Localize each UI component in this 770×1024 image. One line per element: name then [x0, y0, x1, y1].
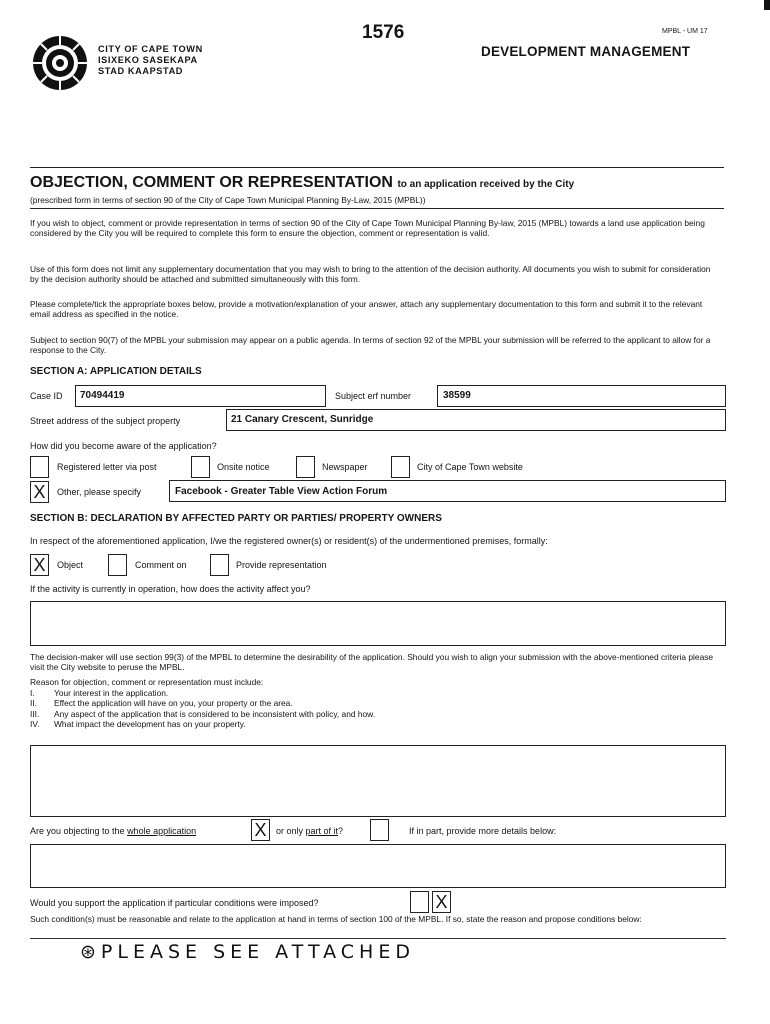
form-subtitle: (prescribed form in terms of section 90 of the City of Cape Town Municipal Planning By-Law, 2015 (MPBL)): [30, 195, 426, 205]
comment-on-checkbox[interactable]: [108, 554, 127, 576]
reason-answer-box[interactable]: [30, 745, 726, 817]
erf-value: 38599: [443, 390, 471, 401]
handwritten-note: ⊛PLEASE SEE ATTACHED: [80, 941, 415, 963]
conditions-text: Such condition(s) must be reasonable and relate to the application at hand in terms of section 100 of the MPBL. If so, state the reason and propose conditions below:: [30, 914, 642, 924]
address-field[interactable]: [226, 409, 726, 431]
part-checkbox[interactable]: [370, 819, 389, 841]
provide-representation-checkbox[interactable]: [210, 554, 229, 576]
org-name: [98, 44, 203, 77]
intro-para-2: Use of this form does not limit any supplementary documentation that you may wish to bring to the attention of the decision authority. All documents you wish to submit for consideration by the decision authority should be attached and submitted simultaneously with this form.: [30, 264, 711, 285]
provide-representation-label: Provide representation: [236, 560, 327, 570]
department-title: DEVELOPMENT MANAGEMENT: [481, 44, 691, 59]
whole-check-mark: X: [254, 820, 267, 840]
comment-on-label: Comment on: [135, 560, 187, 570]
in-part-text: If in part, provide more details below:: [409, 826, 557, 836]
part-details-box[interactable]: [30, 844, 726, 888]
city-logo: [30, 33, 90, 93]
address-value: 21 Canary Crescent, Sunridge: [231, 414, 374, 425]
form-title: [30, 174, 574, 192]
form-title-suffix: to an application received by the City: [397, 179, 575, 190]
form-code: MPBL - UM 17: [662, 28, 708, 35]
list-item: II. Effect the application will have on you, your property or the area.: [30, 698, 293, 709]
form-title-main: OBJECTION, COMMENT OR REPRESENTATION: [30, 174, 393, 191]
intro-para-1: If you wish to object, comment or provide representation in terms of section 90 of the City of Cape Town Municipal Planning By-law, 2015 (MPBL) towards a land use application being considered by the City you will be required to complete this form to ensure the objection, comment or representation is valid.: [30, 218, 705, 239]
case-id-label: Case ID: [30, 391, 63, 401]
whole-application-checkbox[interactable]: [251, 819, 270, 841]
case-id-value: 70494419: [80, 390, 125, 401]
erf-label: Subject erf number: [335, 391, 412, 401]
other-checkbox[interactable]: [30, 481, 49, 503]
page-number: 1576: [362, 22, 405, 43]
support-no-checkbox[interactable]: [410, 891, 429, 913]
list-item: I. Your interest in the application.: [30, 688, 169, 698]
website-checkbox[interactable]: [391, 456, 410, 478]
aware-question: How did you become aware of the application?: [30, 441, 217, 451]
subtitle-rule: [30, 208, 724, 209]
support-question: Would you support the application if particular conditions were imposed?: [30, 898, 319, 908]
org-line-1: CITY OF CAPE TOWN: [98, 44, 203, 54]
object-check-mark: X: [33, 555, 46, 575]
section-b-heading: SECTION B: DECLARATION BY AFFECTED PARTY OR PARTIES/ PROPERTY OWNERS: [30, 513, 442, 524]
registered-letter-checkbox[interactable]: [30, 456, 49, 478]
activity-answer-box[interactable]: [30, 601, 726, 646]
part-question: or only part of it?: [276, 826, 344, 836]
conditions-rule: [30, 938, 726, 939]
support-yes-checkbox[interactable]: [432, 891, 451, 913]
respect-text: In respect of the aforementioned application, I/we the registered owner(s) or resident(s) of the undermentioned premises, formally:: [30, 536, 548, 546]
intro-para-4: Subject to section 90(7) of the MPBL your submission may appear on a public agenda. In terms of section 92 of the MPBL your submission will be referred to the applicant to allow for a response to the City.: [30, 335, 711, 356]
other-specify-field[interactable]: [169, 480, 726, 502]
website-label: City of Cape Town website: [417, 462, 523, 472]
list-item: III. Any aspect of the application that is considered to be inconsistent with policy, and how.: [30, 708, 376, 719]
list-item: IV. What impact the development has on your property.: [30, 719, 246, 730]
decision-text: The decision-maker will use section 99(3) of the MPBL to determine the desirability of the application. Should you wish to align your submission with the above-mentioned criteria please visit the City website to peruse the MPBL.: [30, 652, 714, 673]
scan-edge-mark: [764, 0, 770, 10]
onsite-notice-label: Onsite notice: [217, 462, 270, 472]
support-check-mark: X: [435, 892, 448, 912]
reasons-list: [30, 688, 375, 730]
newspaper-checkbox[interactable]: [296, 456, 315, 478]
registered-letter-label: Registered letter via post: [57, 462, 157, 472]
part-of-it-text: part of it: [305, 826, 339, 836]
other-check-mark: X: [33, 482, 46, 502]
org-line-2: ISIXEKO SASEKAPA: [98, 55, 198, 65]
other-specify-value: Facebook - Greater Table View Action Forum: [175, 486, 388, 497]
section-a-heading: SECTION A: APPLICATION DETAILS: [30, 366, 202, 377]
onsite-notice-checkbox[interactable]: [191, 456, 210, 478]
newspaper-label: Newspaper: [322, 462, 368, 472]
whole-application-text: whole application: [127, 826, 197, 836]
title-rule: [30, 167, 724, 168]
other-label: Other, please specify: [57, 487, 142, 497]
reason-text: Reason for objection, comment or representation must include:: [30, 677, 264, 687]
object-label: Object: [57, 560, 84, 570]
intro-para-3: Please complete/tick the appropriate boxes below, provide a motivation/explanation of your answer, attach any supplementary documentation to this form and submit it to the relevant email address as specified in the notice.: [30, 299, 703, 320]
org-line-3: STAD KAAPSTAD: [98, 66, 184, 76]
case-id-field[interactable]: [75, 385, 326, 407]
erf-field[interactable]: [437, 385, 726, 407]
activity-question: If the activity is currently in operation, how does the activity affect you?: [30, 584, 311, 594]
address-label: Street address of the subject property: [30, 416, 181, 426]
whole-question: Are you objecting to the whole application: [30, 826, 197, 836]
object-checkbox[interactable]: [30, 554, 49, 576]
